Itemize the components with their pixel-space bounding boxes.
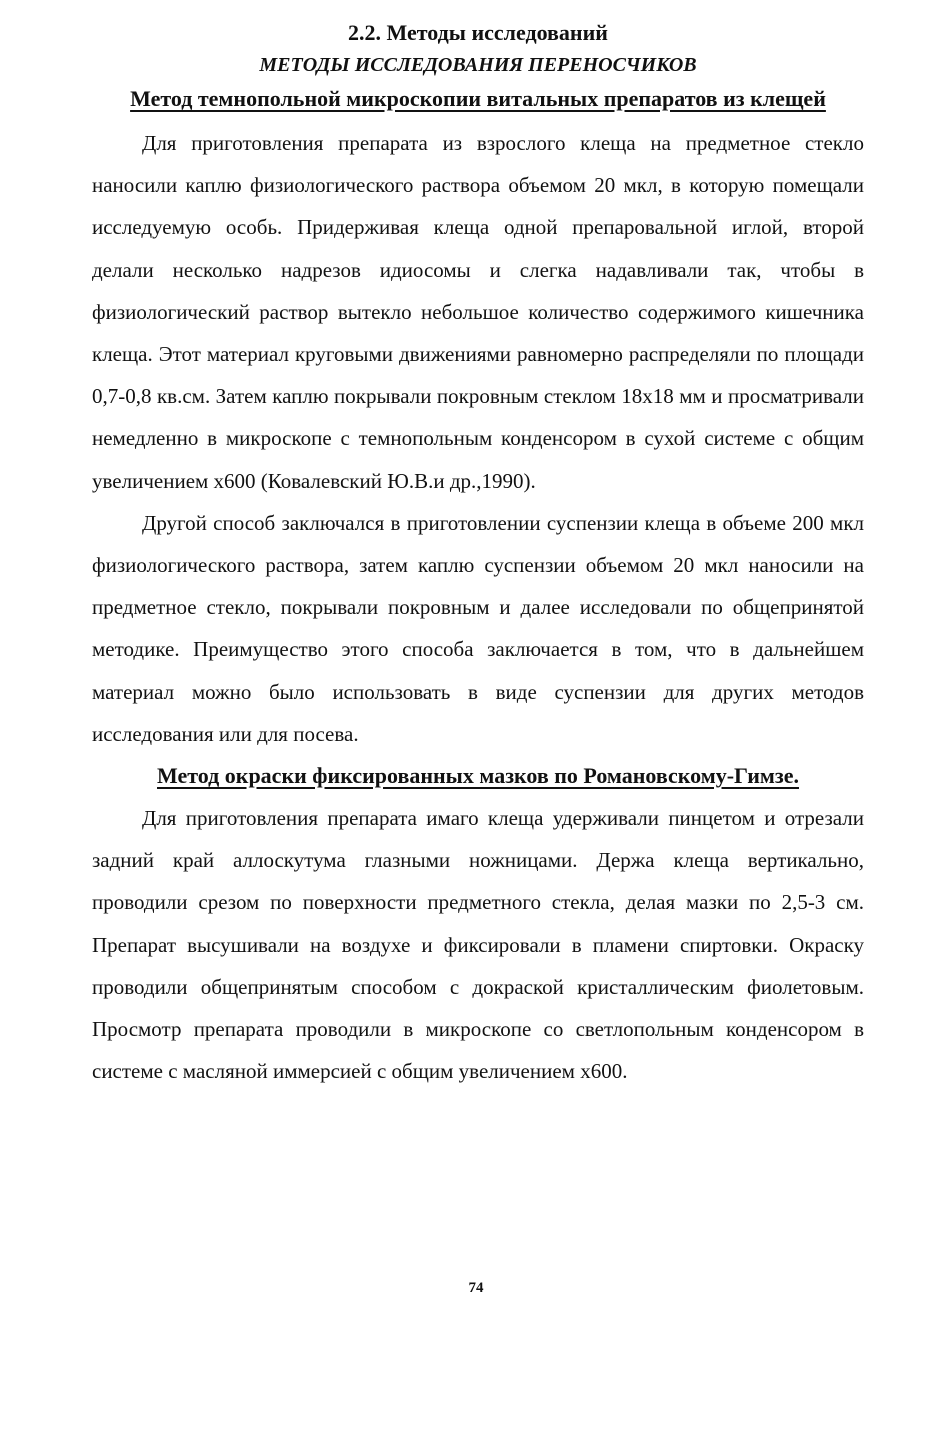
method-1-paragraph-1: Для приготовления препарата из взрослого клеща на предметное стекло наносили каплю физиологического раствора объемом 20 мкл, в которую помещали исследуемую особь. Придерживая клеща одной препаровальной иглой, второй делали несколько надрезов идиосомы и слегка надавливали так, чтобы в физиологический раствор вытекло небольшое количество содержимого кишечника клеща. Этот материал круговыми движениями равномерно распределяли по площади 0,7-0,8 кв.см. Затем каплю покрывали покровным стеклом 18х18 мм и просматривали немедленно в микроскопе с темнопольным конденсором в сухой системе с общим увеличением х600 (Ковалевский Ю.В.и др.,1990). bbox=[92, 131, 864, 493]
method-2-paragraph-1: Для приготовления препарата имаго клеща удерживали пинцетом и отрезали задний край аллоскутума глазными ножницами. Держа клеща вертикально, проводили срезом по поверхности предметного стекла, делая мазки по 2,5-3 см. Препарат высушивали на воздухе и фиксировали в пламени спиртовки. Окраску проводили общепринятым способом с докраской кристаллическим фиолетовым. Просмотр препарата проводили в микроскопе со светлопольным конденсором в системе с масляной иммерсией с общим увеличением х600. bbox=[92, 806, 864, 1084]
document-page bbox=[92, 18, 864, 1092]
section-title: 2.2. Методы исследований bbox=[348, 20, 608, 45]
method-1-paragraph-2: Другой способ заключался в приготовлении суспензии клеща в объеме 200 мкл физиологического раствора, затем каплю суспензии объемом 20 мкл наносили на предметное стекло, покрывали покровным и далее исследовали по общепринятой методике. Преимущество этого способа заключается в том, что в дальнейшем материал можно было использовать в виде суспензии для других методов исследования или для посева. bbox=[92, 510, 864, 746]
page-number: 74 bbox=[468, 1280, 484, 1296]
method-2-title: Метод окраски фиксированных мазков по Романовскому-Гимзе. bbox=[157, 763, 799, 789]
subsection-title: МЕТОДЫ ИССЛЕДОВАНИЯ ПЕРЕНОСЧИКОВ bbox=[259, 54, 697, 76]
method-1-title: Метод темнопольной микроскопии витальных препаратов из клещей bbox=[130, 86, 826, 111]
